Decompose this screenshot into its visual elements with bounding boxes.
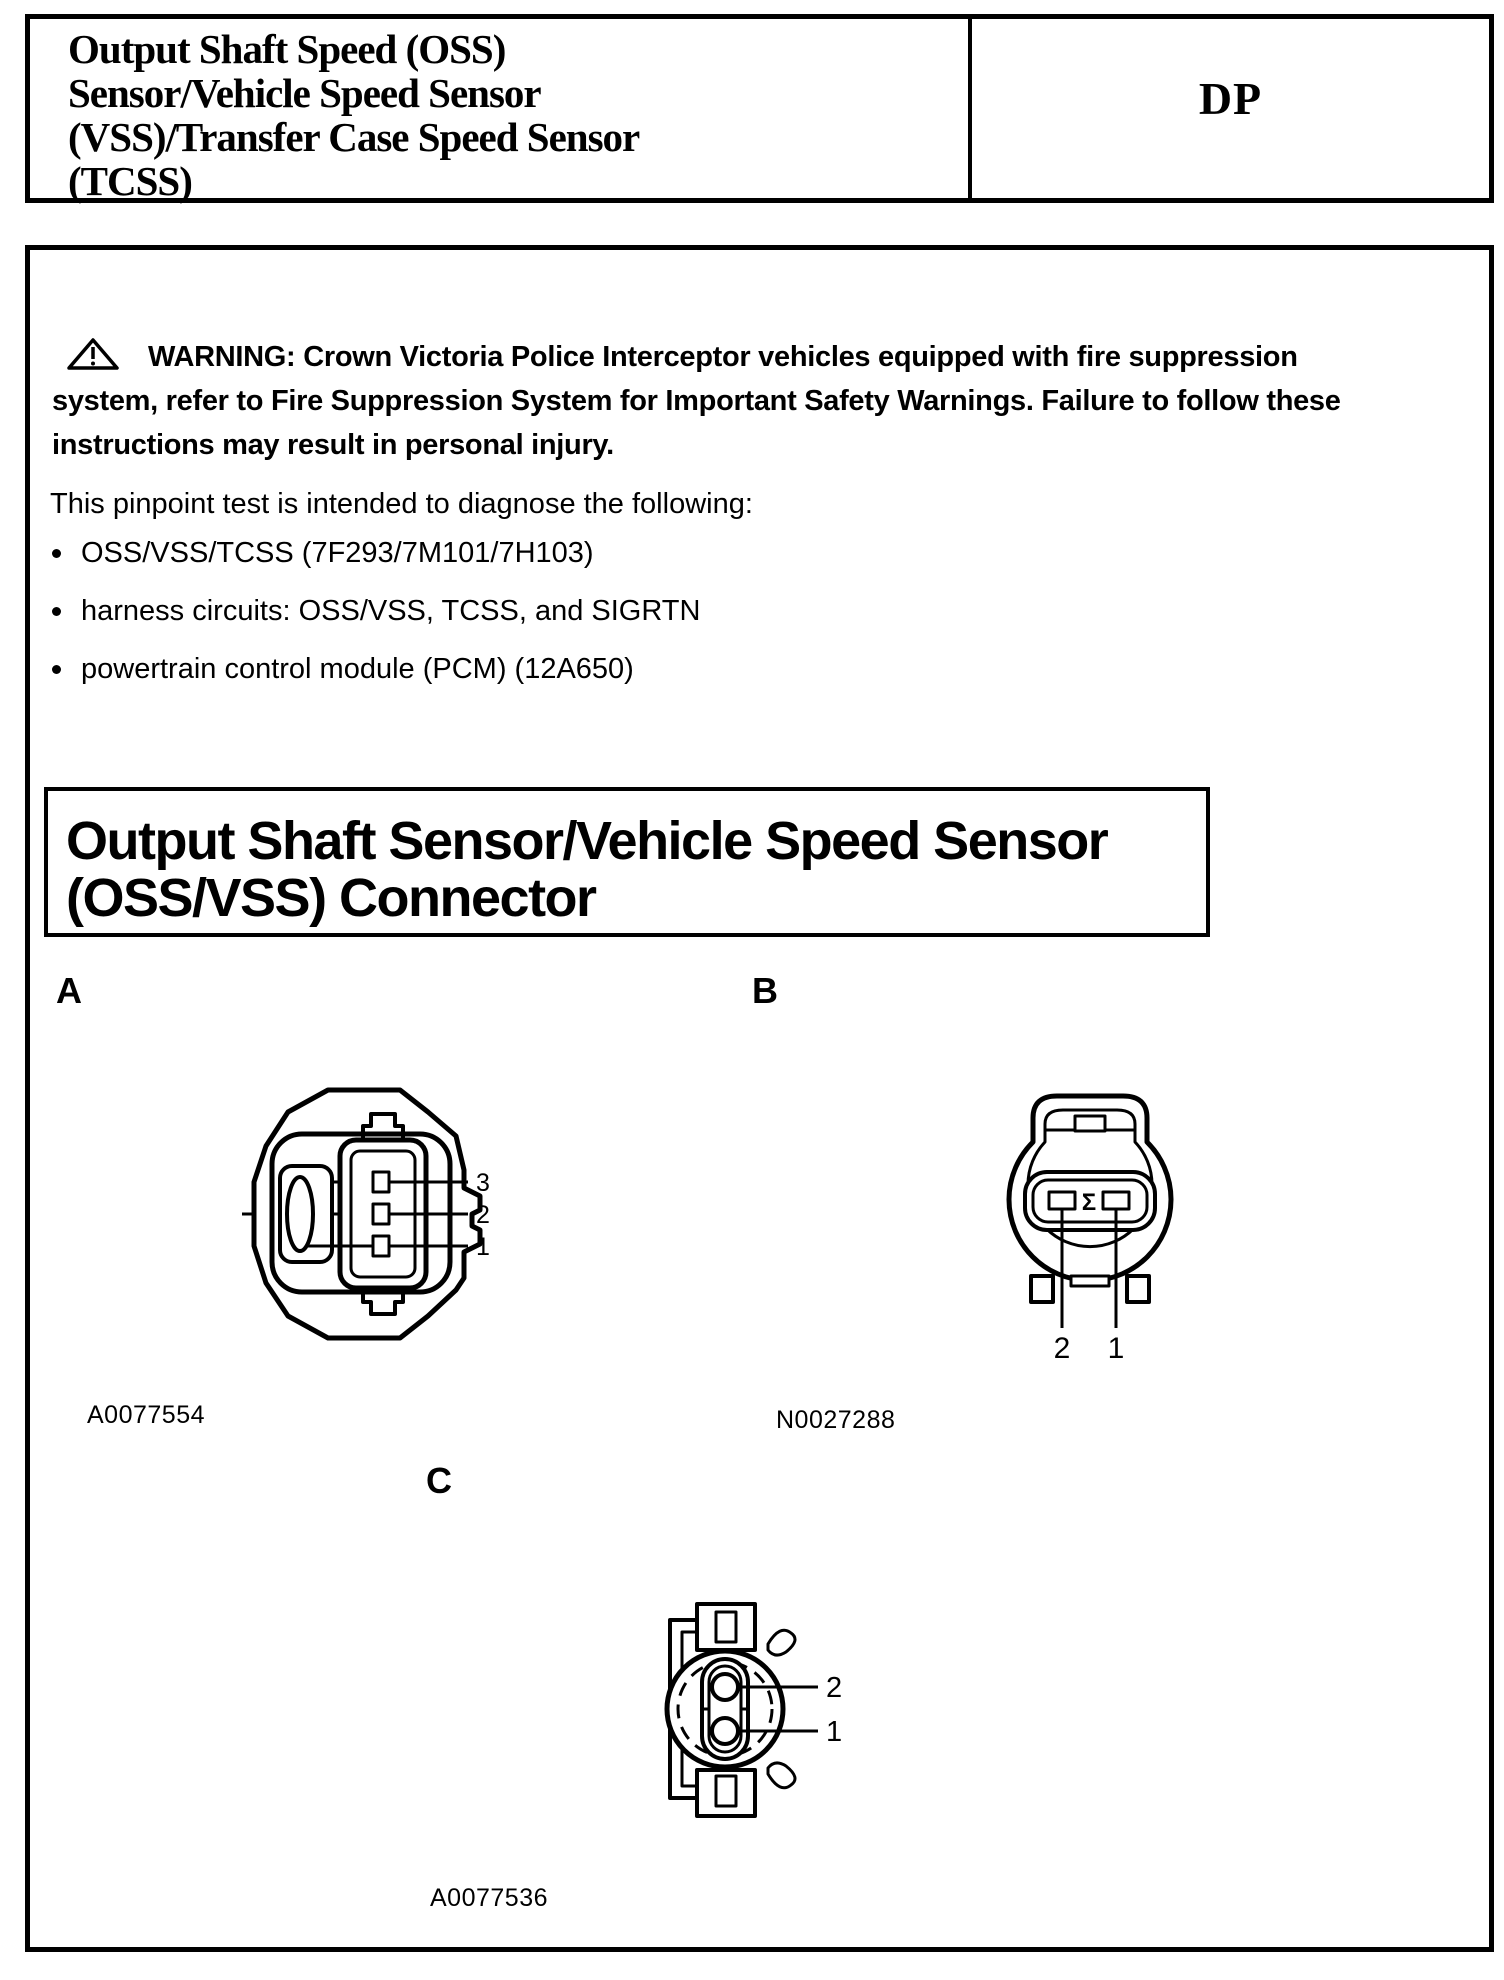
page-title-line: Output Shaft Speed (OSS) [68,26,506,72]
list-item [52,596,700,626]
page-title-line: (VSS)/Transfer Case Speed Sensor [68,114,640,160]
figure-label-b: B [752,970,778,1011]
intro-text: This pinpoint test is intended to diagnose the following: [50,488,753,520]
warning-text-line: system, refer to Fire Suppression System for Important Safety Warnings. Failure to follow these [52,385,1341,417]
pin-number-label: 1 [1107,1332,1125,1365]
section-heading-line: Output Shaft Sensor/Vehicle Speed Sensor [66,811,1108,871]
bullet-text: OSS/VSS/TCSS (7F293/7M101/7H103) [81,536,594,569]
section-heading-box [44,787,1210,937]
bullet-dot [52,549,61,558]
header-box [25,14,1494,203]
pin-number-label: 1 [476,1233,490,1261]
pin-number-label: 3 [476,1169,490,1197]
bullet-dot [52,665,61,674]
bullet-list [52,538,700,712]
pin-number-label: 1 [826,1716,843,1748]
page-title [30,19,972,204]
connector-diagram-a [228,1078,498,1348]
list-item [52,538,700,568]
list-item [52,654,700,684]
figure-caption-c: A0077536 [430,1884,549,1912]
figure-label-c: C [426,1460,452,1501]
warning-line: Crown Victoria Police Interceptor vehicles equipped with fire suppression [303,341,1298,373]
pin-number-label: 2 [1053,1332,1071,1365]
sigma-mark: Σ [1081,1189,1097,1216]
section-heading-line: (OSS/VSS) Connector [66,868,596,928]
page-title-line: (TCSS) [68,158,192,204]
warning-text-line [52,335,1298,379]
bullet-dot [52,607,61,616]
test-code: DP [1198,73,1263,124]
warning-text-line: instructions may result in personal injury. [52,429,614,461]
connector-diagram-c [620,1580,860,1840]
page-title-line: Sensor/Vehicle Speed Sensor [68,70,541,116]
content-box [25,245,1494,1952]
connector-diagram-b [975,1080,1205,1370]
warning-block [52,335,1341,467]
bullet-text: harness circuits: OSS/VSS, TCSS, and SIGRTN [81,594,701,627]
bullet-text: powertrain control module (PCM) (12A650) [81,652,634,685]
figure-caption-a: A0077554 [87,1401,206,1429]
pin-number-label: 2 [476,1201,490,1229]
figure-caption-b: N0027288 [776,1406,896,1434]
warning-label: WARNING: [148,341,296,373]
header-code-cell [972,19,1489,198]
figure-label-a: A [56,970,82,1011]
pin-number-label: 2 [826,1672,843,1704]
warning-triangle-icon [66,337,120,371]
